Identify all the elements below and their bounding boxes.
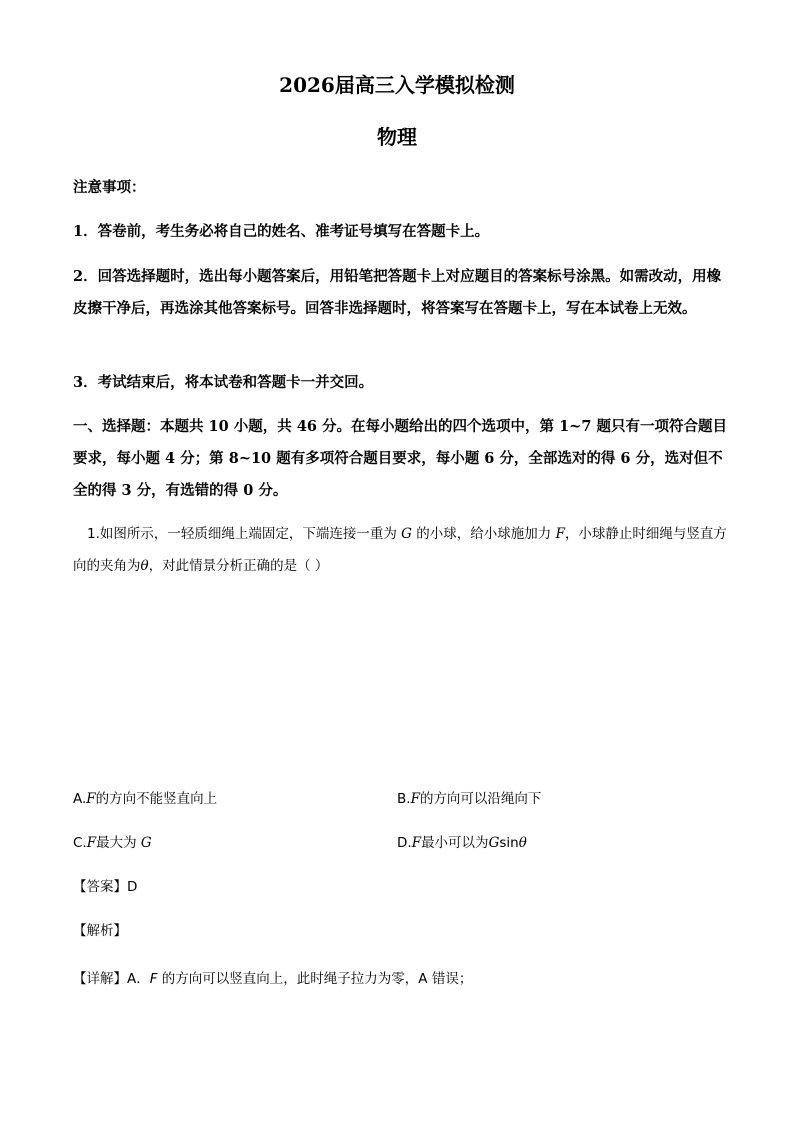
analysis-line xyxy=(73,921,127,941)
answer-label: 【答案】 xyxy=(73,879,127,895)
option-a-text: 的方向不能竖直向上 xyxy=(95,791,218,807)
detail-line xyxy=(73,969,472,989)
q1-symbol-theta: θ xyxy=(140,558,149,574)
figure-area xyxy=(73,590,733,770)
option-d-symbol: F xyxy=(411,835,422,851)
note-item-1: 1．答卷前，考生务必将自己的姓名、准考证号填写在答题卡上。 xyxy=(73,223,490,240)
option-c-text: 最大为 xyxy=(96,835,141,851)
option-d-symbol-2: G xyxy=(488,835,500,851)
option-d-text: 最小可以为 xyxy=(421,835,489,851)
option-b-symbol: F xyxy=(410,791,420,807)
option-c-symbol: F xyxy=(86,835,97,851)
option-b xyxy=(397,789,541,809)
q1-text-1: 1.如图所示，一轻质细绳上端固定，下端连接一重为 xyxy=(87,526,402,542)
option-a xyxy=(73,789,217,809)
option-a-symbol: F xyxy=(86,791,96,807)
answer-line xyxy=(73,877,137,897)
option-d-sin: sin xyxy=(499,835,519,851)
option-b-prefix: B. xyxy=(397,791,411,807)
detail-text-2: 的方向可以竖直向上，此时绳子拉力为零，A 错误； xyxy=(157,971,473,987)
option-d-prefix: D. xyxy=(397,835,412,851)
note-item-3: 3．考试结束后，将本试卷和答题卡一并交回。 xyxy=(73,374,374,391)
analysis-label: 【解析】 xyxy=(73,923,127,939)
option-d xyxy=(397,833,527,853)
option-c xyxy=(73,833,152,853)
note-item-2: 2．回答选择题时，选出每小题答案后，用铅笔把答题卡上对应题目的答案标号涂黑。如需改动，用橡皮擦干净后，再选涂其他答案标号。回答非选择题时，将答案写在答题卡上，写在本试卷上无效。 xyxy=(73,268,722,317)
q1-text-3: ，小球静止时细绳与竖直方向的夹角为 xyxy=(73,526,727,574)
q1-text-2: 的小球，给小球施加力 xyxy=(411,526,556,542)
option-c-prefix: C. xyxy=(73,835,87,851)
answer-value: D xyxy=(127,879,138,895)
detail-label: 【详解】 xyxy=(73,971,127,987)
notes-heading: 注意事项： xyxy=(73,179,146,196)
section-instructions: 一、选择题：本题共 10 小题，共 46 分。在每小题给出的四个选项中，第 1~7 题只有一项符合题目要求，每小题 4 分；第 8~10 题有多项符合题目要求，每小题 6 分，全部选对的得 6 分，选对但不全的得 3 分，有选错的得 0 分。 xyxy=(73,418,727,499)
option-d-symbol-3: θ xyxy=(518,835,527,851)
q1-text-4: ，对此情景分析正确的是（ ） xyxy=(148,558,329,574)
q1-symbol-f: F xyxy=(555,526,565,542)
question-1-stem xyxy=(73,518,733,582)
option-a-prefix: A. xyxy=(73,791,87,807)
exam-subject: 物理 xyxy=(377,125,417,149)
option-c-symbol-2: G xyxy=(140,835,152,851)
option-b-text: 的方向可以沿绳向下 xyxy=(419,791,542,807)
detail-text-1: A． xyxy=(127,971,150,987)
exam-title: 2026届高三入学模拟检测 xyxy=(279,73,515,97)
q1-symbol-g: G xyxy=(401,526,412,542)
detail-symbol-f: F xyxy=(149,971,158,987)
